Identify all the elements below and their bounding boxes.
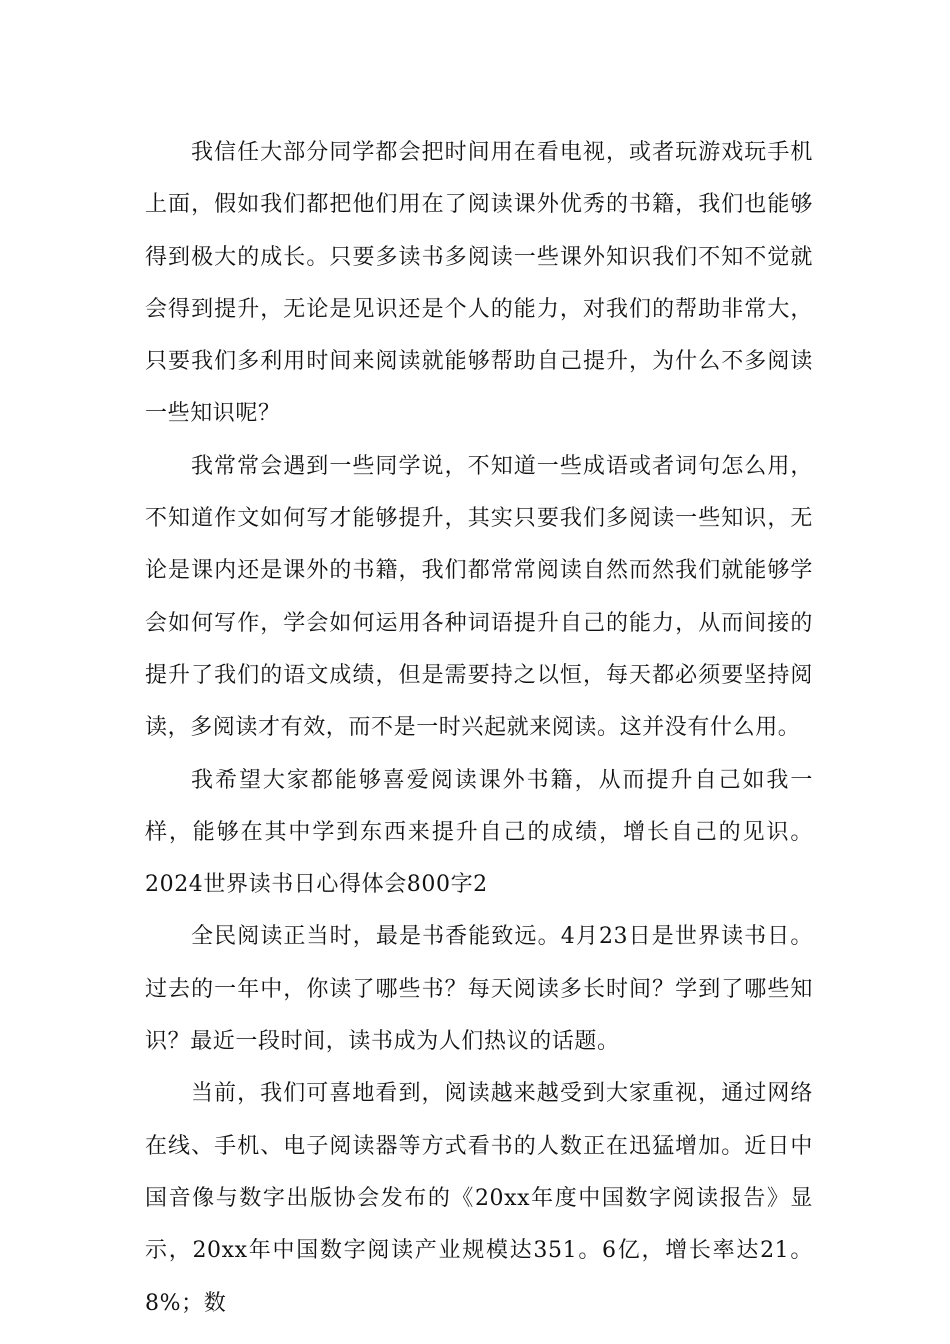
document-body <box>145 127 813 1330</box>
paragraph-world-book-day: 全民阅读正当时，最是书香能致远。4月23日是世界读书日。过去的一年中，你读了哪些书？每天阅读多长时间？学到了哪些知识？最近一段时间，读书成为人们热议的话题。 <box>145 924 813 1055</box>
paragraph-reading-time: 我信任大部分同学都会把时间用在看电视，或者玩游戏玩手机上面，假如我们都把他们用在了阅读课外优秀的书籍，我们也能够得到极大的成长。只要多读书多阅读一些课外知识我们不知不觉就会得到提升，无论是见识还是个人的能力，对我们的帮助非常大，只要我们多利用时间来阅读就能够帮助自己提升，为什么不多阅读一些知识呢？ <box>145 140 813 427</box>
paragraph-digital-reading: 当前，我们可喜地看到，阅读越来越受到大家重视，通过网络在线、手机、电子阅读器等方式看书的人数正在迅猛增加。近日中国音像与数字出版协会发布的《20xx年度中国数字阅读报告》显示，20xx年中国数字阅读产业规模达351。6亿，增长率达21。8%；数 <box>145 1081 813 1316</box>
paragraph-hope-reading: 我希望大家都能够喜爱阅读课外书籍，从而提升自己如我一样，能够在其中学到东西来提升自己的成绩，增长自己的见识。2024世界读书日心得体会800字2 <box>145 767 813 898</box>
paragraph-idioms-writing: 我常常会遇到一些同学说，不知道一些成语或者词句怎么用，不知道作文如何写才能够提升，其实只要我们多阅读一些知识，无论是课内还是课外的书籍，我们都常常阅读自然而然我们就能够学会如何写作，学会如何运用各种词语提升自己的能力，从而间接的提升了我们的语文成绩，但是需要持之以恒，每天都必须要坚持阅读，多阅读才有效，而不是一时兴起就来阅读。这并没有什么用。 <box>145 453 813 741</box>
